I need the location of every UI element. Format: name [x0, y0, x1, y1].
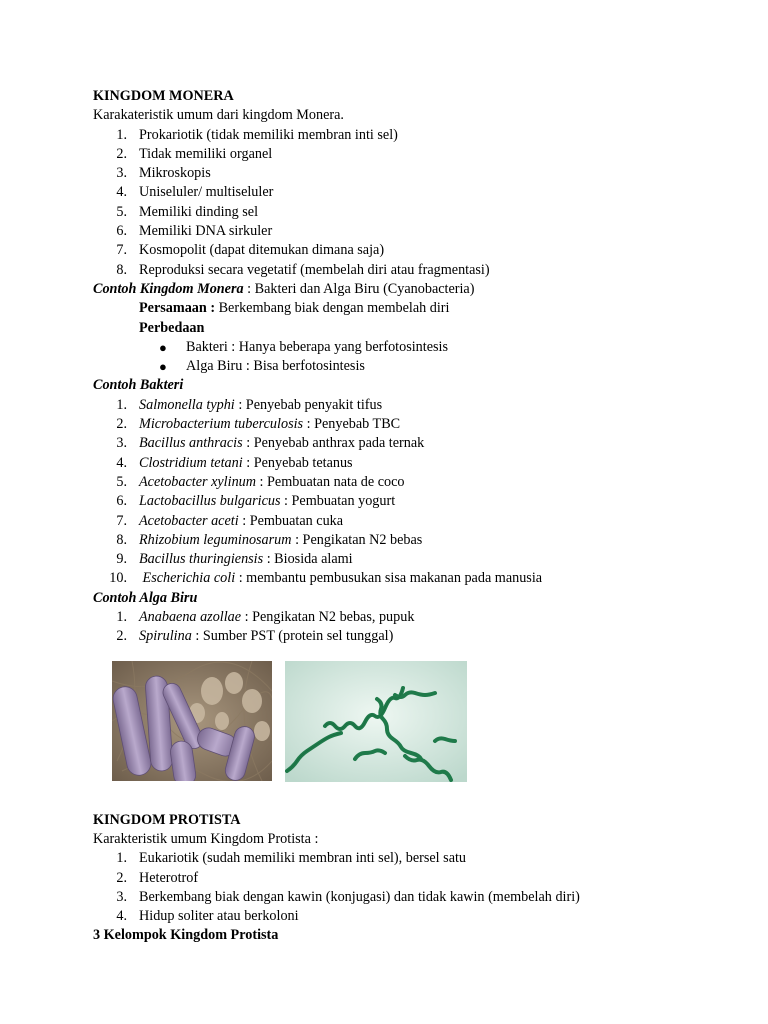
- protista-intro: Karakteristik umum Kingdom Protista :: [93, 830, 319, 847]
- difference-label: Perbedaan: [139, 319, 205, 336]
- differences-list: [93, 338, 733, 377]
- similarity-label: Persamaan :: [139, 300, 216, 317]
- bullet-item: ● Alga Biru : Bisa berfotosintesis: [93, 357, 733, 376]
- list-item: 2. Heterotrof: [116, 869, 199, 886]
- protista-title: KINGDOM PROTISTA: [93, 811, 241, 828]
- bacteria-micrograph-image: [112, 661, 272, 781]
- list-item: 1. Salmonella typhi : Penyebab penyakit tifus: [116, 396, 383, 413]
- list-item: 3. Berkembang biak dengan kawin (konjugasi) dan tidak kawin (membelah diri): [116, 888, 580, 905]
- list-item: 3. Mikroskopis: [116, 165, 211, 182]
- list-item: 8. Rhizobium leguminosarum : Pengikatan N2 bebas: [116, 531, 423, 548]
- bullet-icon: ●: [159, 359, 167, 375]
- similarity-line: Persamaan : Berkembang biak dengan membelah diri: [139, 300, 450, 317]
- list-item: 2. Microbacterium tuberculosis : Penyebab TBC: [116, 416, 401, 433]
- protista-groups-heading: 3 Kelompok Kingdom Protista: [93, 927, 279, 944]
- list-item: 1. Eukariotik (sudah memiliki membran inti sel), bersel satu: [116, 850, 467, 867]
- images-row: [93, 661, 733, 811]
- list-item: 9. Bacillus thuringiensis : Biosida alami: [116, 551, 353, 568]
- monera-example-label: Contoh Kingdom Monera: [93, 280, 244, 297]
- list-item: 6. Lactobacillus bulgaricus : Pembuatan yogurt: [116, 493, 396, 510]
- list-item: 5. Acetobacter xylinum : Pembuatan nata de coco: [116, 473, 405, 490]
- spirulina-micrograph-image: [285, 661, 467, 782]
- list-item: 5. Memiliki dinding sel: [116, 203, 259, 220]
- list-item: 7. Acetobacter aceti : Pembuatan cuka: [116, 512, 344, 529]
- monera-characteristics-list: [93, 126, 733, 280]
- bacteria-list: [93, 396, 733, 589]
- bacteria-heading: Contoh Bakteri: [93, 377, 184, 394]
- list-item: 3. Bacillus anthracis : Penyebab anthrax pada ternak: [116, 435, 425, 452]
- list-item: 4. Clostridium tetani : Penyebab tetanus: [116, 454, 353, 471]
- list-item: 8. Reproduksi secara vegetatif (membelah diri atau fragmentasi): [116, 261, 490, 278]
- list-item: 10. Escherichia coli : membantu pembusukan sisa makanan pada manusia: [109, 570, 543, 587]
- document-page: [93, 87, 733, 946]
- list-item: 2. Tidak memiliki organel: [116, 145, 273, 162]
- list-item: 4. Hidup soliter atau berkoloni: [116, 908, 299, 925]
- list-item: 4. Uniseluler/ multiseluler: [116, 184, 274, 201]
- algae-heading: Contoh Alga Biru: [93, 589, 198, 606]
- bullet-item: ● Bakteri : Hanya beberapa yang berfotosintesis: [93, 338, 733, 357]
- list-item: 1. Anabaena azollae : Pengikatan N2 bebas, pupuk: [116, 609, 415, 626]
- list-item: 2. Spirulina : Sumber PST (protein sel tunggal): [116, 628, 394, 645]
- monera-intro: Karakateristik umum dari kingdom Monera.: [93, 107, 344, 124]
- monera-title: KINGDOM MONERA: [93, 88, 234, 104]
- monera-example-line: Contoh Kingdom Monera : Bakteri dan Alga Biru (Cyanobacteria): [93, 280, 475, 297]
- protista-characteristics-list: [93, 849, 733, 926]
- algae-list: [93, 608, 733, 647]
- list-item: 7. Kosmopolit (dapat ditemukan dimana saja): [116, 242, 385, 259]
- list-item: 6. Memiliki DNA sirkuler: [116, 223, 273, 240]
- list-item: 1. Prokariotik (tidak memiliki membran inti sel): [116, 126, 398, 143]
- bullet-icon: ●: [159, 339, 167, 355]
